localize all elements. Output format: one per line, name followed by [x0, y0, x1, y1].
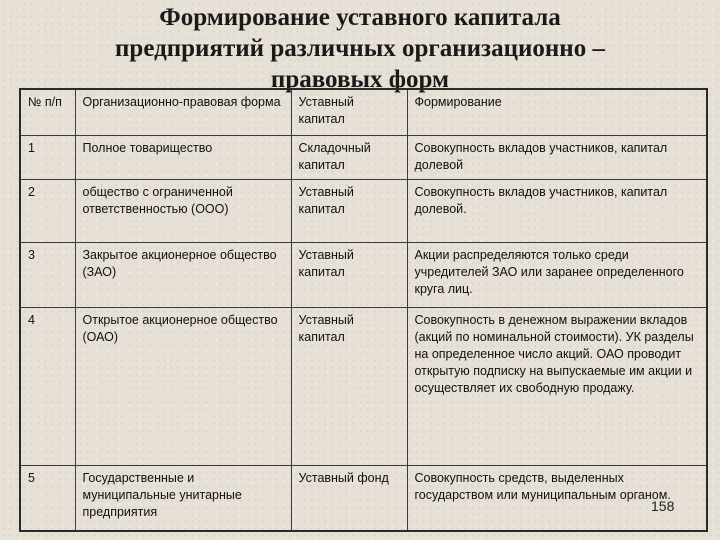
- row-formation: Совокупность средств, выделенных государством или муниципальным органом.: [407, 465, 707, 531]
- header-cell-formation: Формирование: [407, 89, 707, 135]
- row-formation: Совокупность в денежном выражении вкладов (акций по номинальной стоимости). УК разделы на определенное число акций. ОАО проводит открытую подписку на выпускаемые им акции и осуществляет их свободную продажу.: [407, 307, 707, 465]
- table-header-row: [20, 89, 707, 135]
- title-line-1: Формирование уставного капитала: [159, 4, 561, 31]
- row-number: 5: [20, 465, 75, 531]
- row-form: Открытое акционерное общество (ОАО): [75, 307, 291, 465]
- table-row: [20, 242, 707, 307]
- row-capital: Уставный капитал: [291, 179, 407, 242]
- row-number: 1: [20, 135, 75, 179]
- page-number: 158: [651, 498, 675, 514]
- row-formation: Совокупность вкладов участников, капитал долевой.: [407, 179, 707, 242]
- row-number: 4: [20, 307, 75, 465]
- table-row: [20, 179, 707, 242]
- row-number: 2: [20, 179, 75, 242]
- header-cell-capital: Уставный капитал: [291, 89, 407, 135]
- row-form: общество с ограниченной ответственностью (ООО): [75, 179, 291, 242]
- table-row: [20, 307, 707, 465]
- row-form: Государственные и муниципальные унитарные предприятия: [75, 465, 291, 531]
- title-line-3: правовых форм: [270, 66, 450, 93]
- row-formation: Акции распределяются только среди учредителей ЗАО или заранее определенного круга лиц.: [407, 242, 707, 307]
- row-form: Закрытое акционерное общество (ЗАО): [75, 242, 291, 307]
- header-cell-number: № п/п: [20, 89, 75, 135]
- table-row: [20, 135, 707, 179]
- row-capital: Уставный капитал: [291, 242, 407, 307]
- row-form: Полное товарищество: [75, 135, 291, 179]
- row-number: 3: [20, 242, 75, 307]
- title-line-2: предприятий различных организационно –: [115, 35, 605, 62]
- row-capital: Складочный капитал: [291, 135, 407, 179]
- table-row: [20, 465, 707, 531]
- row-capital: Уставный фонд: [291, 465, 407, 531]
- capital-formation-table: [19, 88, 708, 532]
- header-cell-form: Организационно-правовая форма: [75, 89, 291, 135]
- row-capital: Уставный капитал: [291, 307, 407, 465]
- row-formation: Совокупность вкладов участников, капитал долевой: [407, 135, 707, 179]
- page-title: [0, 2, 720, 95]
